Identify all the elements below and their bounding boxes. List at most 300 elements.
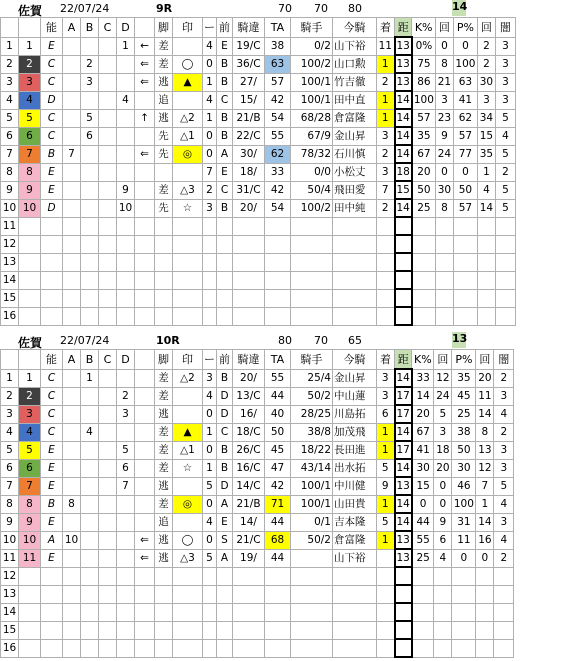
cell-bar bbox=[203, 585, 217, 603]
cell-ability: E bbox=[41, 477, 63, 495]
distance-value: 14 bbox=[452, 0, 466, 16]
cell-d-mark bbox=[117, 567, 135, 585]
header-b-mark: B bbox=[81, 350, 99, 370]
cell-ability bbox=[41, 307, 63, 325]
cell-c-mark bbox=[99, 405, 117, 423]
cell-count: 5 bbox=[434, 405, 452, 423]
cell-bar: 1 bbox=[203, 73, 217, 91]
cell-p-pct: 0 bbox=[452, 549, 476, 567]
header-count: 回 bbox=[434, 350, 452, 370]
table-row bbox=[1, 585, 514, 603]
cell-horse-no: 3 bbox=[19, 405, 41, 423]
cell-dist: 18 bbox=[395, 163, 412, 181]
cell-d-mark: 2 bbox=[117, 387, 135, 405]
cell-kisou bbox=[233, 271, 265, 289]
cell-bar bbox=[203, 235, 217, 253]
cell-p-pct: 38 bbox=[452, 423, 476, 441]
cell-ta: 68 bbox=[265, 531, 291, 549]
cell-style: 差 bbox=[155, 495, 173, 513]
cell-p-pct: 100 bbox=[452, 495, 476, 513]
header-p-pct: P% bbox=[453, 18, 477, 38]
cell-ability: D bbox=[41, 199, 63, 217]
cell-ta bbox=[265, 567, 291, 585]
cell-horse-no bbox=[19, 639, 41, 657]
cell-c-mark bbox=[99, 235, 117, 253]
cell-row-no: 13 bbox=[1, 253, 19, 271]
cell-horse-no: 3 bbox=[19, 73, 41, 91]
cell-a-mark: 7 bbox=[63, 145, 81, 163]
cell-jockey-rate: 100/1 bbox=[291, 91, 333, 109]
cell-k-pct bbox=[412, 253, 436, 271]
cell-dark: 3 bbox=[495, 91, 515, 109]
cell-pos bbox=[217, 271, 233, 289]
cell-ta: 71 bbox=[265, 495, 291, 513]
cell-ability: C bbox=[41, 387, 63, 405]
cell-b-mark: 5 bbox=[81, 109, 99, 127]
cell-pos: B bbox=[217, 73, 233, 91]
cell-kisou: 19/ bbox=[233, 549, 265, 567]
cell-style: 先 bbox=[155, 145, 173, 163]
cell-finish: 1 bbox=[377, 91, 395, 109]
table-row[interactable] bbox=[1, 145, 516, 163]
cell-a-mark bbox=[63, 271, 81, 289]
cell-c-mark bbox=[99, 513, 117, 531]
cell-a-mark bbox=[63, 91, 81, 109]
table-row[interactable] bbox=[1, 73, 516, 91]
cell-jockey: 中山蓮 bbox=[333, 387, 377, 405]
cell-pos: A bbox=[217, 495, 233, 513]
cell-row-no: 11 bbox=[1, 549, 19, 567]
table-row[interactable] bbox=[1, 531, 514, 549]
cell-jockey bbox=[333, 307, 377, 325]
cell-count2 bbox=[477, 217, 495, 235]
cell-finish: 3 bbox=[377, 163, 395, 181]
cell-b-mark bbox=[81, 621, 99, 639]
cell-ability: E bbox=[41, 163, 63, 181]
header-jockey-rate: 騎手 bbox=[291, 350, 333, 370]
cell-dark: 4 bbox=[494, 405, 514, 423]
cell-a-mark bbox=[63, 55, 81, 73]
cell-jockey-rate: 100/1 bbox=[291, 495, 333, 513]
cell-ta bbox=[265, 217, 291, 235]
cell-dist: 14 bbox=[395, 423, 412, 441]
cell-ta bbox=[265, 585, 291, 603]
cell-jockey-rate bbox=[291, 289, 333, 307]
cell-k-pct bbox=[412, 217, 436, 235]
cell-bar: 0 bbox=[203, 405, 217, 423]
cell-finish: 5 bbox=[377, 513, 395, 531]
cell-finish: 9 bbox=[377, 477, 395, 495]
cell-style: 逃 bbox=[155, 73, 173, 91]
cell-p-pct bbox=[453, 253, 477, 271]
cell-kisou: 21/B bbox=[233, 109, 265, 127]
cell-ta: 55 bbox=[265, 127, 291, 145]
cell-style bbox=[155, 217, 173, 235]
cell-ta: 33 bbox=[265, 163, 291, 181]
race-table-9r bbox=[0, 17, 516, 326]
cell-style bbox=[155, 567, 173, 585]
cell-row-no: 2 bbox=[1, 387, 19, 405]
table-row[interactable] bbox=[1, 55, 516, 73]
cell-pos: B bbox=[217, 441, 233, 459]
cell-mark bbox=[173, 253, 203, 271]
table-row[interactable] bbox=[1, 459, 514, 477]
cell-ta: 38 bbox=[265, 37, 291, 55]
cell-bar: 4 bbox=[203, 387, 217, 405]
table-row[interactable] bbox=[1, 387, 514, 405]
cell-mark: ◎ bbox=[173, 145, 203, 163]
cell-p-pct bbox=[452, 621, 476, 639]
cell-a-mark: 8 bbox=[63, 495, 81, 513]
table-row[interactable] bbox=[1, 423, 514, 441]
cell-ta: 47 bbox=[265, 459, 291, 477]
header-style: 脚 bbox=[155, 18, 173, 38]
cell-p-pct bbox=[452, 639, 476, 657]
cell-mark: △3 bbox=[173, 181, 203, 199]
cell-kisou: 13/C bbox=[233, 387, 265, 405]
cell-d-mark bbox=[117, 307, 135, 325]
cell-mark: ▲ bbox=[173, 73, 203, 91]
cell-jockey: 石川慎 bbox=[333, 145, 377, 163]
cell-row-no: 15 bbox=[1, 289, 19, 307]
cell-finish: 1 bbox=[377, 109, 395, 127]
cell-k-pct: 30 bbox=[412, 459, 434, 477]
cell-row-no: 9 bbox=[1, 513, 19, 531]
header-horse-no bbox=[19, 350, 41, 370]
cell-style: 逃 bbox=[155, 477, 173, 495]
header-finish: 着 bbox=[377, 18, 395, 38]
cell-ability: E bbox=[41, 459, 63, 477]
cell-row-no: 15 bbox=[1, 621, 19, 639]
cell-jockey: 倉富隆 bbox=[333, 109, 377, 127]
cell-style: 差 bbox=[155, 55, 173, 73]
cell-c-mark bbox=[99, 199, 117, 217]
cell-c-mark bbox=[99, 73, 117, 91]
cell-k-pct bbox=[412, 603, 434, 621]
cell-style: 逃 bbox=[155, 109, 173, 127]
table-row[interactable] bbox=[1, 477, 514, 495]
cell-kisou: 22/C bbox=[233, 127, 265, 145]
cell-style: 追 bbox=[155, 91, 173, 109]
cell-pos: B bbox=[217, 55, 233, 73]
cell-dist bbox=[395, 585, 412, 603]
header-count: 回 bbox=[435, 18, 453, 38]
cell-ta: 54 bbox=[265, 109, 291, 127]
cell-a-mark: 10 bbox=[63, 531, 81, 549]
cell-d-mark bbox=[117, 603, 135, 621]
cell-row-no: 2 bbox=[1, 55, 19, 73]
cell-jockey-rate: 18/22 bbox=[291, 441, 333, 459]
cell-dist: 14 bbox=[395, 199, 412, 217]
cell-k-pct: 41 bbox=[412, 441, 434, 459]
cell-arrow bbox=[135, 217, 155, 235]
cell-count bbox=[434, 639, 452, 657]
header-d-mark: D bbox=[117, 18, 135, 38]
cell-ability: C bbox=[41, 73, 63, 91]
cell-finish: 1 bbox=[377, 495, 395, 513]
cell-arrow bbox=[135, 513, 155, 531]
cell-horse-no bbox=[19, 307, 41, 325]
cell-c-mark bbox=[99, 585, 117, 603]
table-row[interactable] bbox=[1, 495, 514, 513]
table-row bbox=[1, 289, 516, 307]
cell-count2: 1 bbox=[477, 163, 495, 181]
cell-c-mark bbox=[99, 495, 117, 513]
cell-kisou bbox=[233, 307, 265, 325]
cell-jockey: 長田進 bbox=[333, 441, 377, 459]
cell-jockey bbox=[333, 289, 377, 307]
table-row[interactable] bbox=[1, 199, 516, 217]
cell-arrow bbox=[135, 477, 155, 495]
header-row-no bbox=[1, 350, 19, 370]
table-row[interactable] bbox=[1, 369, 514, 387]
cell-jockey-rate: 67/9 bbox=[291, 127, 333, 145]
cell-count bbox=[435, 289, 453, 307]
cell-pos bbox=[217, 253, 233, 271]
cell-jockey bbox=[333, 603, 377, 621]
cell-horse-no: 8 bbox=[19, 495, 41, 513]
cell-count: 8 bbox=[435, 55, 453, 73]
cell-jockey-rate: 38/8 bbox=[291, 423, 333, 441]
cell-style: 差 bbox=[155, 441, 173, 459]
cell-jockey-rate bbox=[291, 307, 333, 325]
cell-count2: 13 bbox=[476, 441, 494, 459]
cell-mark: ◯ bbox=[173, 531, 203, 549]
cell-jockey-rate: 0/1 bbox=[291, 513, 333, 531]
cell-bar bbox=[203, 253, 217, 271]
cell-dist: 13 bbox=[395, 549, 412, 567]
cell-mark: △3 bbox=[173, 549, 203, 567]
cell-ability: B bbox=[41, 495, 63, 513]
cell-bar bbox=[203, 639, 217, 657]
cell-style: 差 bbox=[155, 37, 173, 55]
cell-p-pct: 57 bbox=[453, 199, 477, 217]
cell-finish: 1 bbox=[377, 55, 395, 73]
cell-style: 追 bbox=[155, 513, 173, 531]
cell-kisou bbox=[233, 639, 265, 657]
cell-d-mark bbox=[117, 217, 135, 235]
cell-kisou bbox=[233, 253, 265, 271]
cell-p-pct: 0 bbox=[453, 163, 477, 181]
cell-ability: C bbox=[41, 127, 63, 145]
cell-ability: E bbox=[41, 441, 63, 459]
cell-count2: 16 bbox=[476, 531, 494, 549]
cell-horse-no: 7 bbox=[19, 477, 41, 495]
cell-finish: 3 bbox=[377, 127, 395, 145]
cell-c-mark bbox=[99, 37, 117, 55]
cell-mark: ☆ bbox=[173, 459, 203, 477]
cell-style: 差 bbox=[155, 181, 173, 199]
table-row[interactable] bbox=[1, 109, 516, 127]
cell-ability bbox=[41, 621, 63, 639]
cell-d-mark bbox=[117, 549, 135, 567]
cell-row-no: 8 bbox=[1, 495, 19, 513]
cell-arrow bbox=[135, 235, 155, 253]
cell-b-mark bbox=[81, 289, 99, 307]
cell-count2: 8 bbox=[476, 423, 494, 441]
cell-c-mark bbox=[99, 181, 117, 199]
cell-arrow bbox=[135, 271, 155, 289]
cell-bar: 0 bbox=[203, 531, 217, 549]
table-row[interactable] bbox=[1, 513, 514, 531]
cell-dark: 3 bbox=[494, 459, 514, 477]
cell-c-mark bbox=[99, 549, 117, 567]
cell-mark: ◎ bbox=[173, 495, 203, 513]
cell-count: 6 bbox=[434, 531, 452, 549]
cell-finish bbox=[377, 621, 395, 639]
cell-style bbox=[155, 235, 173, 253]
cell-dark bbox=[494, 639, 514, 657]
cell-b-mark: 4 bbox=[81, 423, 99, 441]
cell-ta bbox=[265, 253, 291, 271]
header-jockey: 今騎 bbox=[333, 18, 377, 38]
cell-a-mark bbox=[63, 253, 81, 271]
cell-c-mark bbox=[99, 621, 117, 639]
cell-kisou: 30/ bbox=[233, 145, 265, 163]
cell-horse-no: 5 bbox=[19, 441, 41, 459]
cell-dark: 2 bbox=[494, 369, 514, 387]
cell-jockey-rate: 43/14 bbox=[291, 459, 333, 477]
cell-bar bbox=[203, 307, 217, 325]
table-row[interactable] bbox=[1, 163, 516, 181]
cell-finish: 1 bbox=[377, 441, 395, 459]
cell-ta bbox=[265, 235, 291, 253]
cell-pos: B bbox=[217, 109, 233, 127]
cell-mark: ◯ bbox=[173, 55, 203, 73]
cell-mark bbox=[173, 37, 203, 55]
cell-k-pct: 14 bbox=[412, 387, 434, 405]
cell-p-pct bbox=[453, 217, 477, 235]
cell-ta: 55 bbox=[265, 369, 291, 387]
cell-c-mark bbox=[99, 423, 117, 441]
cell-count2: 34 bbox=[477, 109, 495, 127]
cell-style bbox=[155, 621, 173, 639]
cell-finish bbox=[377, 307, 395, 325]
cell-dist bbox=[395, 603, 412, 621]
cell-horse-no: 2 bbox=[19, 387, 41, 405]
header-ta: TA bbox=[265, 350, 291, 370]
cell-pos bbox=[217, 289, 233, 307]
cell-dist: 14 bbox=[395, 459, 412, 477]
cell-jockey-rate: 100/1 bbox=[291, 73, 333, 91]
cell-a-mark bbox=[63, 217, 81, 235]
cell-ta bbox=[265, 621, 291, 639]
table-row[interactable] bbox=[1, 37, 516, 55]
cell-arrow bbox=[135, 423, 155, 441]
cell-ability bbox=[41, 289, 63, 307]
cell-pos: E bbox=[217, 513, 233, 531]
cell-jockey bbox=[333, 217, 377, 235]
cell-arrow bbox=[135, 163, 155, 181]
cell-count2: 20 bbox=[476, 369, 494, 387]
cell-kisou: 21/B bbox=[233, 495, 265, 513]
cell-jockey: 金山昇 bbox=[333, 369, 377, 387]
cell-arrow bbox=[135, 369, 155, 387]
cell-kisou bbox=[233, 217, 265, 235]
cell-pos: D bbox=[217, 477, 233, 495]
cell-a-mark bbox=[63, 199, 81, 217]
cell-dark: 4 bbox=[494, 495, 514, 513]
cell-mark bbox=[173, 513, 203, 531]
cell-row-no: 6 bbox=[1, 459, 19, 477]
header-bar: ー bbox=[203, 18, 217, 38]
cell-count: 18 bbox=[434, 441, 452, 459]
cell-style: 先 bbox=[155, 127, 173, 145]
cell-style: 差 bbox=[155, 459, 173, 477]
cell-jockey-rate bbox=[291, 253, 333, 271]
cell-c-mark bbox=[99, 271, 117, 289]
header-dist: 距 bbox=[395, 350, 412, 370]
cell-count2 bbox=[477, 271, 495, 289]
cell-arrow bbox=[135, 567, 155, 585]
cell-pos: B bbox=[217, 369, 233, 387]
table-row bbox=[1, 603, 514, 621]
cell-dark: 3 bbox=[495, 73, 515, 91]
cell-finish: 11 bbox=[377, 37, 395, 55]
cell-a-mark bbox=[63, 289, 81, 307]
cell-a-mark bbox=[63, 369, 81, 387]
cell-kisou: 18/C bbox=[233, 423, 265, 441]
table-row bbox=[1, 639, 514, 657]
cell-pos: C bbox=[217, 181, 233, 199]
cell-bar bbox=[203, 271, 217, 289]
cell-ta: 45 bbox=[265, 441, 291, 459]
table-row[interactable] bbox=[1, 441, 514, 459]
cell-count: 8 bbox=[435, 199, 453, 217]
cell-p-pct: 50 bbox=[452, 441, 476, 459]
jockey-rating: 65 bbox=[348, 334, 362, 347]
distance-value: 13 bbox=[452, 332, 466, 348]
cell-d-mark bbox=[117, 145, 135, 163]
table-row[interactable] bbox=[1, 181, 516, 199]
cell-c-mark bbox=[99, 127, 117, 145]
cell-ability bbox=[41, 585, 63, 603]
cell-p-pct: 35 bbox=[452, 369, 476, 387]
cell-mark bbox=[173, 387, 203, 405]
cell-dark bbox=[495, 307, 515, 325]
header-arrow bbox=[135, 350, 155, 370]
table-row[interactable] bbox=[1, 405, 514, 423]
cell-jockey: 出水拓 bbox=[333, 459, 377, 477]
cell-c-mark bbox=[99, 109, 117, 127]
cell-p-pct bbox=[453, 271, 477, 289]
cell-jockey-rate: 100/2 bbox=[291, 199, 333, 217]
cell-p-pct: 46 bbox=[452, 477, 476, 495]
cell-dark bbox=[495, 235, 515, 253]
cell-mark: △2 bbox=[173, 109, 203, 127]
table-row[interactable] bbox=[1, 91, 516, 109]
cell-mark: ▲ bbox=[173, 423, 203, 441]
cell-finish: 3 bbox=[377, 387, 395, 405]
cell-kisou: 16/ bbox=[233, 405, 265, 423]
cell-count2 bbox=[476, 639, 494, 657]
cell-mark: △1 bbox=[173, 127, 203, 145]
cell-arrow: ⇐ bbox=[135, 531, 155, 549]
cell-arrow bbox=[135, 639, 155, 657]
cell-pos bbox=[217, 585, 233, 603]
cell-mark bbox=[173, 271, 203, 289]
cell-horse-no: 11 bbox=[19, 549, 41, 567]
cell-kisou: 16/C bbox=[233, 459, 265, 477]
cell-bar: 1 bbox=[203, 109, 217, 127]
cell-k-pct bbox=[412, 639, 434, 657]
cell-count2: 14 bbox=[477, 199, 495, 217]
cell-c-mark bbox=[99, 369, 117, 387]
cell-horse-no: 1 bbox=[19, 369, 41, 387]
table-row[interactable] bbox=[1, 549, 514, 567]
table-row[interactable] bbox=[1, 127, 516, 145]
cell-b-mark bbox=[81, 163, 99, 181]
